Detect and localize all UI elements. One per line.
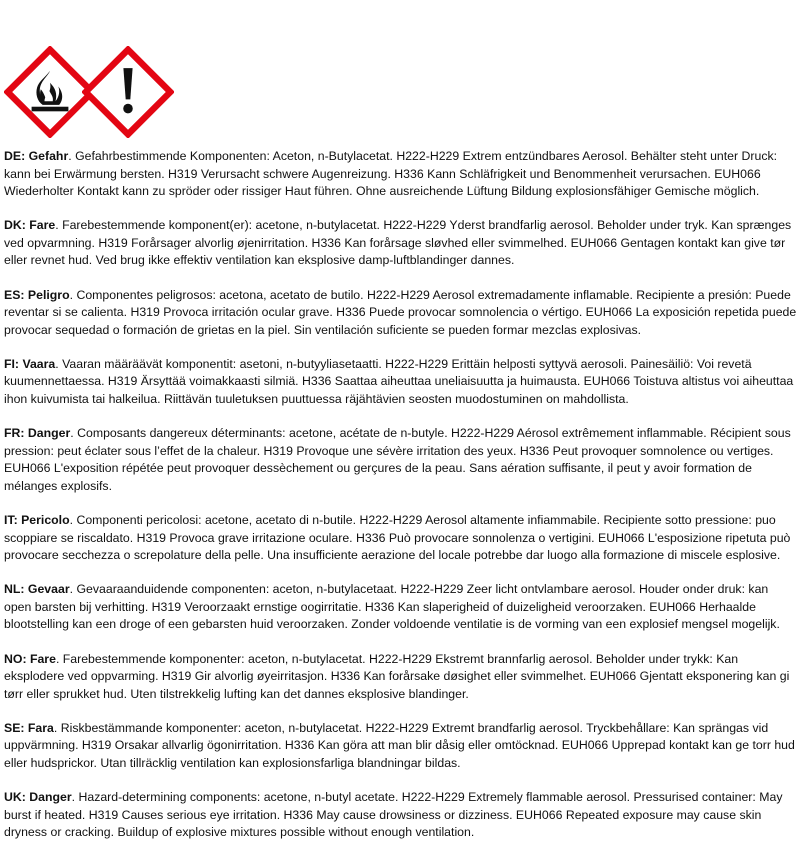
statement-text: . Hazard-determining components: acetone, n-butyl acetate. H222-H229 Extremely flammable aerosol. Pressurised container: May burst if heated. H319 Causes serious eye irritation. H336 May cause drowsiness or dizziness. EUH066 Repeated exposure may cause skin dryness or cracking. Buildup of explosive mixtures possible without enough ventilation. — [4, 790, 783, 840]
statement-es — [4, 287, 798, 340]
statement-no — [4, 651, 798, 704]
statement-text: . Gevaaraanduidende componenten: aceton, n-butylacetaat. H222-H229 Zeer licht ontvlambare aerosol. Houder onder druk: kan open barsten bij verhitting. H319 Veroorzaakt ernstige oogirritatie. H336 Kan slaperigheid of duizeligheid veroorzaken. EUH066 Herhaalde blootstelling kan een droge of een gebarsten huid veroorzaken. Zonder voldoende ventilatie is de vorming van een explosief mengsel mogelijk. — [4, 582, 780, 632]
statement-uk — [4, 789, 798, 842]
hazard-pictograms — [4, 46, 174, 138]
statement-nl — [4, 581, 798, 634]
statement-fi — [4, 356, 798, 409]
statement-text: . Farebestemmende komponenter: aceton, n-butylacetat. H222-H229 Ekstremt brannfarlig aerosol. Beholder under trykk: Kan eksplodere ved oppvarming. H319 Gir alvorlig øyeirritasjon. H336 Kan forårsake døsighet eller svimmelhet. EUH066 Gjentatt eksponering kan gi tørr eller sprukket hud. Uten tilstrekkelig lufting kan det dannes eksplosive blandinger. — [4, 651, 790, 701]
signal-word: UK: Danger — [4, 790, 72, 805]
statement-text: . Farebestemmende komponent(er): acetone, n-butylacetat. H222-H229 Yderst brandfarlig aerosol. Beholder under tryk. Kan sprænges ved opvarmning. H319 Forårsager alvorlig øjenirritation. H336 Kan forårsage sløvhed eller svimmelhed. EUH066 Gentagen kontakt kan give tør eller revnet hud. Ved brug ikke effektiv ventilation kan eksplosive damp-luftblandinger dannes. — [4, 218, 792, 268]
statement-it — [4, 512, 798, 565]
signal-word: SE: Fara — [4, 720, 54, 735]
signal-word: ES: Peligro — [4, 287, 70, 302]
statement-text: . Componenti pericolosi: acetone, acetato di n-butile. H222-H229 Aerosol altamente infiammabile. Recipiente sotto pressione: puo scoppiare se riscaldato. H319 Provoca grave irritazione oculare. H336 Può provocare sonnolenza o vertigini. EUH066 L'esposizione ripetuta può provocare secchezza o screpolature della pelle. Una insufficiente aerazione del locale potrebbe dar luogo alla formazione di miscele esplosive. — [4, 513, 791, 563]
signal-word: FI: Vaara — [4, 356, 56, 371]
statement-text: . Composants dangereux déterminants: acetone, acétate de n-butyle. H222-H229 Aérosol extrêmement inflammable. Récipient sous pression: peut éclater sous l’effet de la chaleur. H319 Provoque une sévère irritation des yeux. H336 Peut provoquer somnolence ou vertiges. EUH066 L'exposition répétée peut provoquer dessèchement ou gerçures de la peau. Sans aération suffisante, il peut y avoir formation de mélanges explosifs. — [4, 426, 791, 493]
statement-fr — [4, 425, 798, 495]
statement-se — [4, 720, 798, 773]
signal-word: IT: Pericolo — [4, 513, 70, 527]
exclamation-pictogram-icon — [82, 46, 174, 138]
statement-text: . Gefahrbestimmende Komponenten: Aceton, n-Butylacetat. H222-H229 Extrem entzündbares Aerosol. Behälter steht unter Druck: kann bei Erwärmung bersten. H319 Verursacht schwere Augenreizung. H336 Kann Schläfrigkeit und Benommenheit verursachen. EUH066 Wiederholter Kontakt kann zu spröder oder rissiger Haut führen. Ohne ausreichende Lüftung Bildung explosionsfähiger Gemische möglich. — [4, 149, 778, 199]
signal-word: FR: Danger — [4, 426, 71, 441]
hazard-statements — [4, 148, 798, 858]
statement-de — [4, 148, 798, 201]
statement-text: . Riskbestämmande komponenter: aceton, n-butylacetat. H222-H229 Extremt brandfarlig aerosol. Tryckbehållare: Kan sprängas vid uppvärmning. H319 Orsakar allvarlig ögonirritation. H336 Kan göra att man blir dåsig eller omtöcknad. EUH066 Upprepad kontakt kan ge torr hud eller hudsprickor. Utan tillräcklig ventilation kan explosionsfarliga blandningar bildas. — [4, 720, 795, 771]
signal-word: DE: Gefahr — [4, 149, 69, 163]
signal-word: NO: Fare — [4, 651, 56, 666]
statement-text: . Vaaran määräävät komponentit: asetoni, n-butyyliasetaatti. H222-H229 Erittäin helposti syttyvä aerosoli. Painesäiliö: Voi revetä kuumennettaessa. H319 Ärsyttää voimakkaasti silmiä. H336 Saattaa aiheuttaa uneliaisuutta ja huimausta. EUH066 Toistuva altistus voi aiheuttaa ihon kuivumista tai halkeilua. Riittävän tuuletuksen puuttuessa räjähtävien seosten muodostuminen on mahdollista. — [4, 356, 794, 407]
signal-word: DK: Fare — [4, 218, 56, 233]
statement-dk — [4, 217, 798, 270]
signal-word: NL: Gevaar — [4, 582, 70, 597]
statement-text: . Componentes peligrosos: acetona, acetato de butilo. H222-H229 Aerosol extremadamente inflamable. Recipiente a presión: Puede reventar si se calienta. H319 Provoca irritación ocular grave. H336 Puede provocar somnolencia o vértigo. EUH066 La exposición repetida puede provocar sequedad o formación de grietas en la piel. Sin ventilación suficiente se pueden formar mezclas explosivas. — [4, 287, 797, 337]
